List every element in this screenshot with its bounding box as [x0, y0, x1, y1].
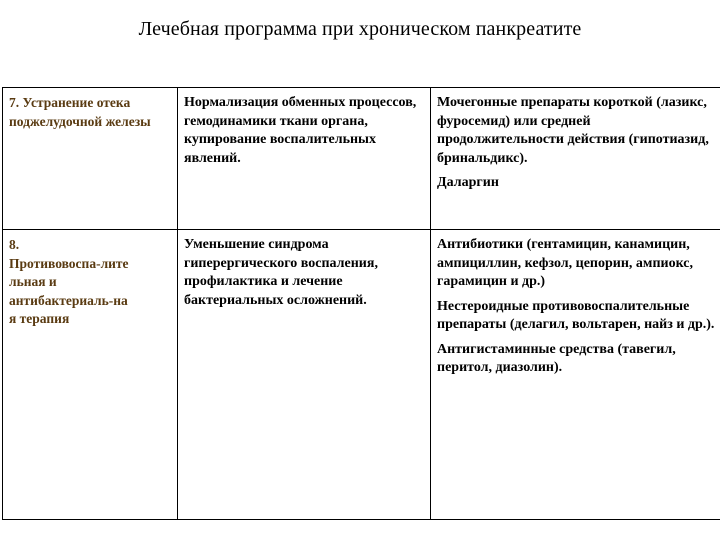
goal-text: Нормализация обменных процессов, гемодинамики ткани органа, купирование воспалительных явлений.	[184, 95, 417, 166]
table-row	[3, 88, 720, 230]
treatment-program-table	[2, 87, 720, 520]
stage-text-line: я терапия	[9, 311, 70, 326]
stage-text-line: льная и	[9, 274, 57, 289]
drug-group-text: Даларгин	[437, 175, 499, 190]
stage-text-line: антибактериаль-на	[9, 292, 128, 308]
drug-group-text: Антигистаминные средства (тавегил, перитол, диазолин).	[437, 341, 676, 375]
drug-group-text: Антибиотики (гентамицин, канамицин, ампициллин, кефзол, цепорин, ампиокс, гарамицин и др.)	[437, 237, 694, 289]
drug-group-text: Мочегонные препараты короткой (лазикс, фуросемид) или средней продолжительности действия (гипотиазид, бринальдикс).	[437, 95, 709, 166]
goal-cell	[178, 230, 431, 520]
goal-cell	[178, 88, 431, 230]
stage-cell	[3, 230, 178, 520]
slide-title: Лечебная программа при хроническом панкреатите	[138, 18, 582, 40]
stage-text	[9, 236, 171, 329]
drugs-cell	[431, 88, 720, 230]
goal-text: Уменьшение синдрома гиперергического воспаления, профилактика и лечение бактериальных осложнений.	[184, 237, 378, 308]
stage-text: 7. Устранение отека поджелудочной железы	[9, 95, 151, 129]
drug-group-text: Нестероидные противовоспалительные препараты (делагил, вольтарен, найз и др.).	[437, 298, 715, 332]
stage-text-line: 8.	[9, 237, 20, 252]
table-row	[3, 230, 720, 520]
stage-text-line: Противовоспа-лите	[9, 255, 129, 271]
stage-cell	[3, 88, 178, 230]
drugs-cell	[431, 230, 720, 520]
